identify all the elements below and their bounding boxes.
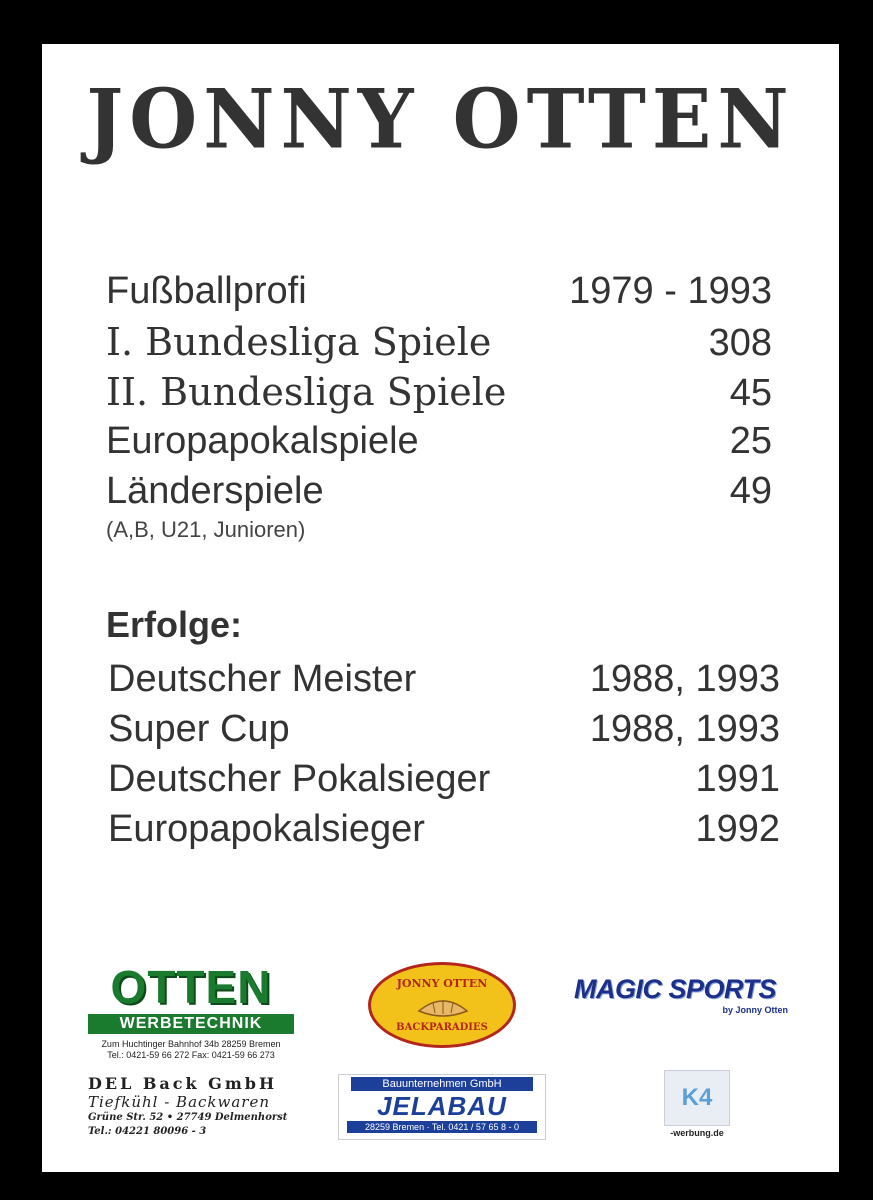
otten-phone-line: Tel.: 0421-59 66 272 Fax: 0421-59 66 273 [107,1050,275,1060]
del-back-phone: Tel.: 04221 80096 - 3 [88,1126,207,1137]
achievement-value: 1988, 1993 [589,708,780,750]
del-back-name: DEL Back GmbH [88,1074,278,1093]
del-back-sub: Tiefkühl - Backwaren [88,1093,270,1111]
backparadies-bottom-text: BACKPARADIES [396,1022,488,1033]
achievement-label: Super Cup [108,708,290,750]
otten-address [88,1039,294,1061]
jelabau-top: Bauunternehmen GmbH [351,1077,533,1091]
achievement-value: 1988, 1993 [589,658,780,700]
magic-sports-logo [574,974,792,1015]
stat-value: 25 [729,420,772,462]
backparadies-top-text: JONNY OTTEN [396,977,488,990]
stat-row-europapokal [106,420,772,470]
stat-value: 45 [729,372,772,414]
achievements-heading: Erfolge: [106,604,243,645]
stat-value: 1979 - 1993 [569,270,772,312]
otten-werbetechnik-logo [88,962,294,1061]
magic-sports-sub: by Jonny Otten [722,1005,788,1015]
k4-word: K4 [664,1070,730,1126]
achievement-value: 1992 [695,808,780,850]
achievement-value: 1991 [695,758,780,800]
stat-row-laenderspiele [106,470,772,520]
stat-label: II. Bundesliga Spiele [106,370,507,414]
achievement-row [108,658,780,708]
achievement-label: Europapokalsieger [108,808,425,850]
stat-label: Europapokalspiele [106,420,419,462]
k4-werbung-logo [664,1070,730,1142]
player-name-title: JONNY OTTEN [86,71,795,168]
jelabau-logo [338,1074,546,1140]
achievement-label: Deutscher Meister [108,658,417,700]
stat-label: Fußballprofi [106,270,307,312]
del-back-logo [88,1074,318,1139]
otten-logo-bar: WERBETECHNIK [88,1014,294,1034]
achievement-row [108,808,780,858]
otten-address-line: Zum Huchtinger Bahnhof 34b 28259 Bremen [101,1039,281,1049]
jelabau-word: JELABAU [377,1091,507,1121]
achievement-row [108,708,780,758]
jelabau-bottom: 28259 Bremen · Tel. 0421 / 57 65 8 - 0 [347,1121,537,1133]
stats-note: (A,B, U21, Junioren) [106,517,306,542]
stat-label: Länderspiele [106,470,324,512]
magic-sports-word: MAGIC SPORTS [574,974,777,1004]
stat-row-profi [106,270,772,320]
achievement-row [108,758,780,808]
stat-value: 49 [729,470,772,512]
k4-sub: -werbung.de [670,1128,724,1138]
stat-label: I. Bundesliga Spiele [106,320,492,364]
stat-value: 308 [708,322,772,364]
stat-row-bundesliga-1 [106,320,772,370]
backparadies-logo [368,962,516,1048]
del-back-address: Grüne Str. 52 • 27749 Delmenhorst [88,1112,288,1123]
stat-row-bundesliga-2 [106,370,772,420]
otten-logo-word: OTTEN [110,961,272,1013]
autograph-card [42,44,839,1172]
croissant-icon [415,995,471,1019]
achievement-label: Deutscher Pokalsieger [108,758,491,800]
